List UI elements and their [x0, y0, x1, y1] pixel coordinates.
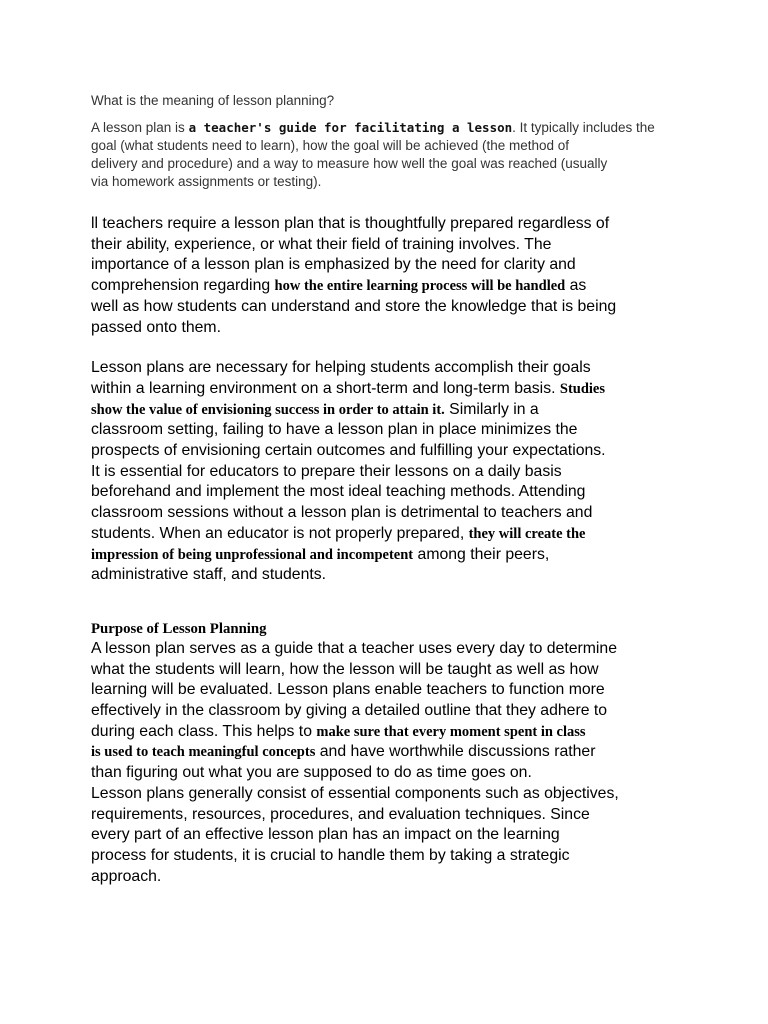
- p1-line: importance of a lesson plan is emphasized by the need for clarity and: [91, 256, 576, 274]
- intro-line-1: [91, 119, 691, 137]
- p2-text: students. When an educator is not properly prepared,: [91, 524, 469, 542]
- intro-line-2: goal (what students need to learn), how the goal will be achieved (the method of: [91, 138, 570, 153]
- p3-line: [91, 722, 691, 743]
- p3-line: effectively in the classroom by giving a detailed outline that they adhere to: [91, 702, 608, 720]
- p1-serif-phrase: how the entire learning process will be handled: [274, 278, 566, 295]
- p1-line: ll teachers require a lesson plan that is thoughtfully prepared regardless of: [91, 215, 610, 232]
- p3-serif-phrase: make sure that every moment spent in class: [316, 723, 586, 740]
- p2-line: It is essential for educators to prepare their lessons on a daily basis: [91, 462, 562, 480]
- intro-line-4: via homework assignments or testing).: [91, 174, 322, 189]
- p2-text: within a learning environment on a short-term and long-term basis.: [91, 379, 560, 397]
- p2-line: [91, 524, 691, 545]
- p3-text: during each class. This helps to: [91, 722, 317, 740]
- p2-line: [91, 379, 691, 400]
- p2-serif-phrase: show the value of envisioning success in order to attain it.: [91, 401, 445, 418]
- p2-serif-phrase: they will create the: [468, 525, 586, 542]
- intro-paragraph: [91, 119, 691, 191]
- p1-text: as: [565, 277, 587, 295]
- p2-text: Similarly in a: [444, 400, 539, 418]
- p2-line: Lesson plans are necessary for helping students accomplish their goals: [91, 359, 591, 377]
- p3-line: requirements, resources, procedures, and evaluation techniques. Since: [91, 805, 590, 823]
- p3-text: and have worthwhile discussions rather: [315, 743, 596, 761]
- p2-line: [91, 400, 691, 421]
- p3-line: than figuring out what you are supposed to do as time goes on.: [91, 764, 532, 782]
- p3-line: every part of an effective lesson plan has an impact on the learning: [91, 826, 560, 844]
- question-heading: What is the meaning of lesson planning?: [91, 93, 335, 108]
- p3-line: approach.: [91, 867, 162, 885]
- p2-line: [91, 545, 691, 566]
- paragraph-1: [91, 214, 691, 338]
- document-body: [91, 92, 691, 887]
- intro-line-3: delivery and procedure) and a way to measure how well the goal was reached (usually: [91, 156, 608, 171]
- p3-line: process for students, it is crucial to handle them by taking a strategic: [91, 846, 570, 864]
- p2-line: beforehand and implement the most ideal teaching methods. Attending: [91, 483, 586, 501]
- p1-line: passed onto them.: [91, 318, 221, 336]
- p3-line: [91, 742, 691, 763]
- paragraph-3: [91, 639, 691, 887]
- section-heading: Purpose of Lesson Planning: [91, 620, 267, 637]
- p3-serif-phrase: is used to teach meaningful concepts: [91, 744, 316, 761]
- paragraph-2: [91, 358, 691, 586]
- p1-text: comprehension regarding: [91, 277, 275, 295]
- intro-after-1: . It typically includes the: [512, 120, 655, 135]
- intro-bold-phrase: a teacher's guide for facilitating a lesson: [188, 120, 513, 135]
- p1-line: [91, 276, 691, 297]
- p2-text: among their peers,: [413, 545, 550, 563]
- p2-line: classroom setting, failing to have a lesson plan in place minimizes the: [91, 421, 578, 439]
- p2-line: prospects of envisioning certain outcomes and fulfilling your expectations.: [91, 442, 606, 460]
- p2-line: administrative staff, and students.: [91, 566, 327, 584]
- p3-line: what the students will learn, how the lesson will be taught as well as how: [91, 660, 599, 678]
- p1-line: well as how students can understand and store the knowledge that is being: [91, 297, 617, 315]
- intro-before: A lesson plan is: [91, 120, 189, 135]
- p3-line: learning will be evaluated. Lesson plans enable teachers to function more: [91, 681, 605, 699]
- p2-serif-phrase: impression of being unprofessional and incompetent: [91, 546, 414, 563]
- p2-serif-phrase: Studies: [559, 380, 606, 397]
- p1-line: their ability, experience, or what their field of training involves. The: [91, 235, 552, 253]
- p3-line: Lesson plans generally consist of essential components such as objectives,: [91, 784, 619, 802]
- p2-line: classroom sessions without a lesson plan is detrimental to teachers and: [91, 504, 593, 522]
- p3-line: A lesson plan serves as a guide that a teacher uses every day to determine: [91, 639, 617, 657]
